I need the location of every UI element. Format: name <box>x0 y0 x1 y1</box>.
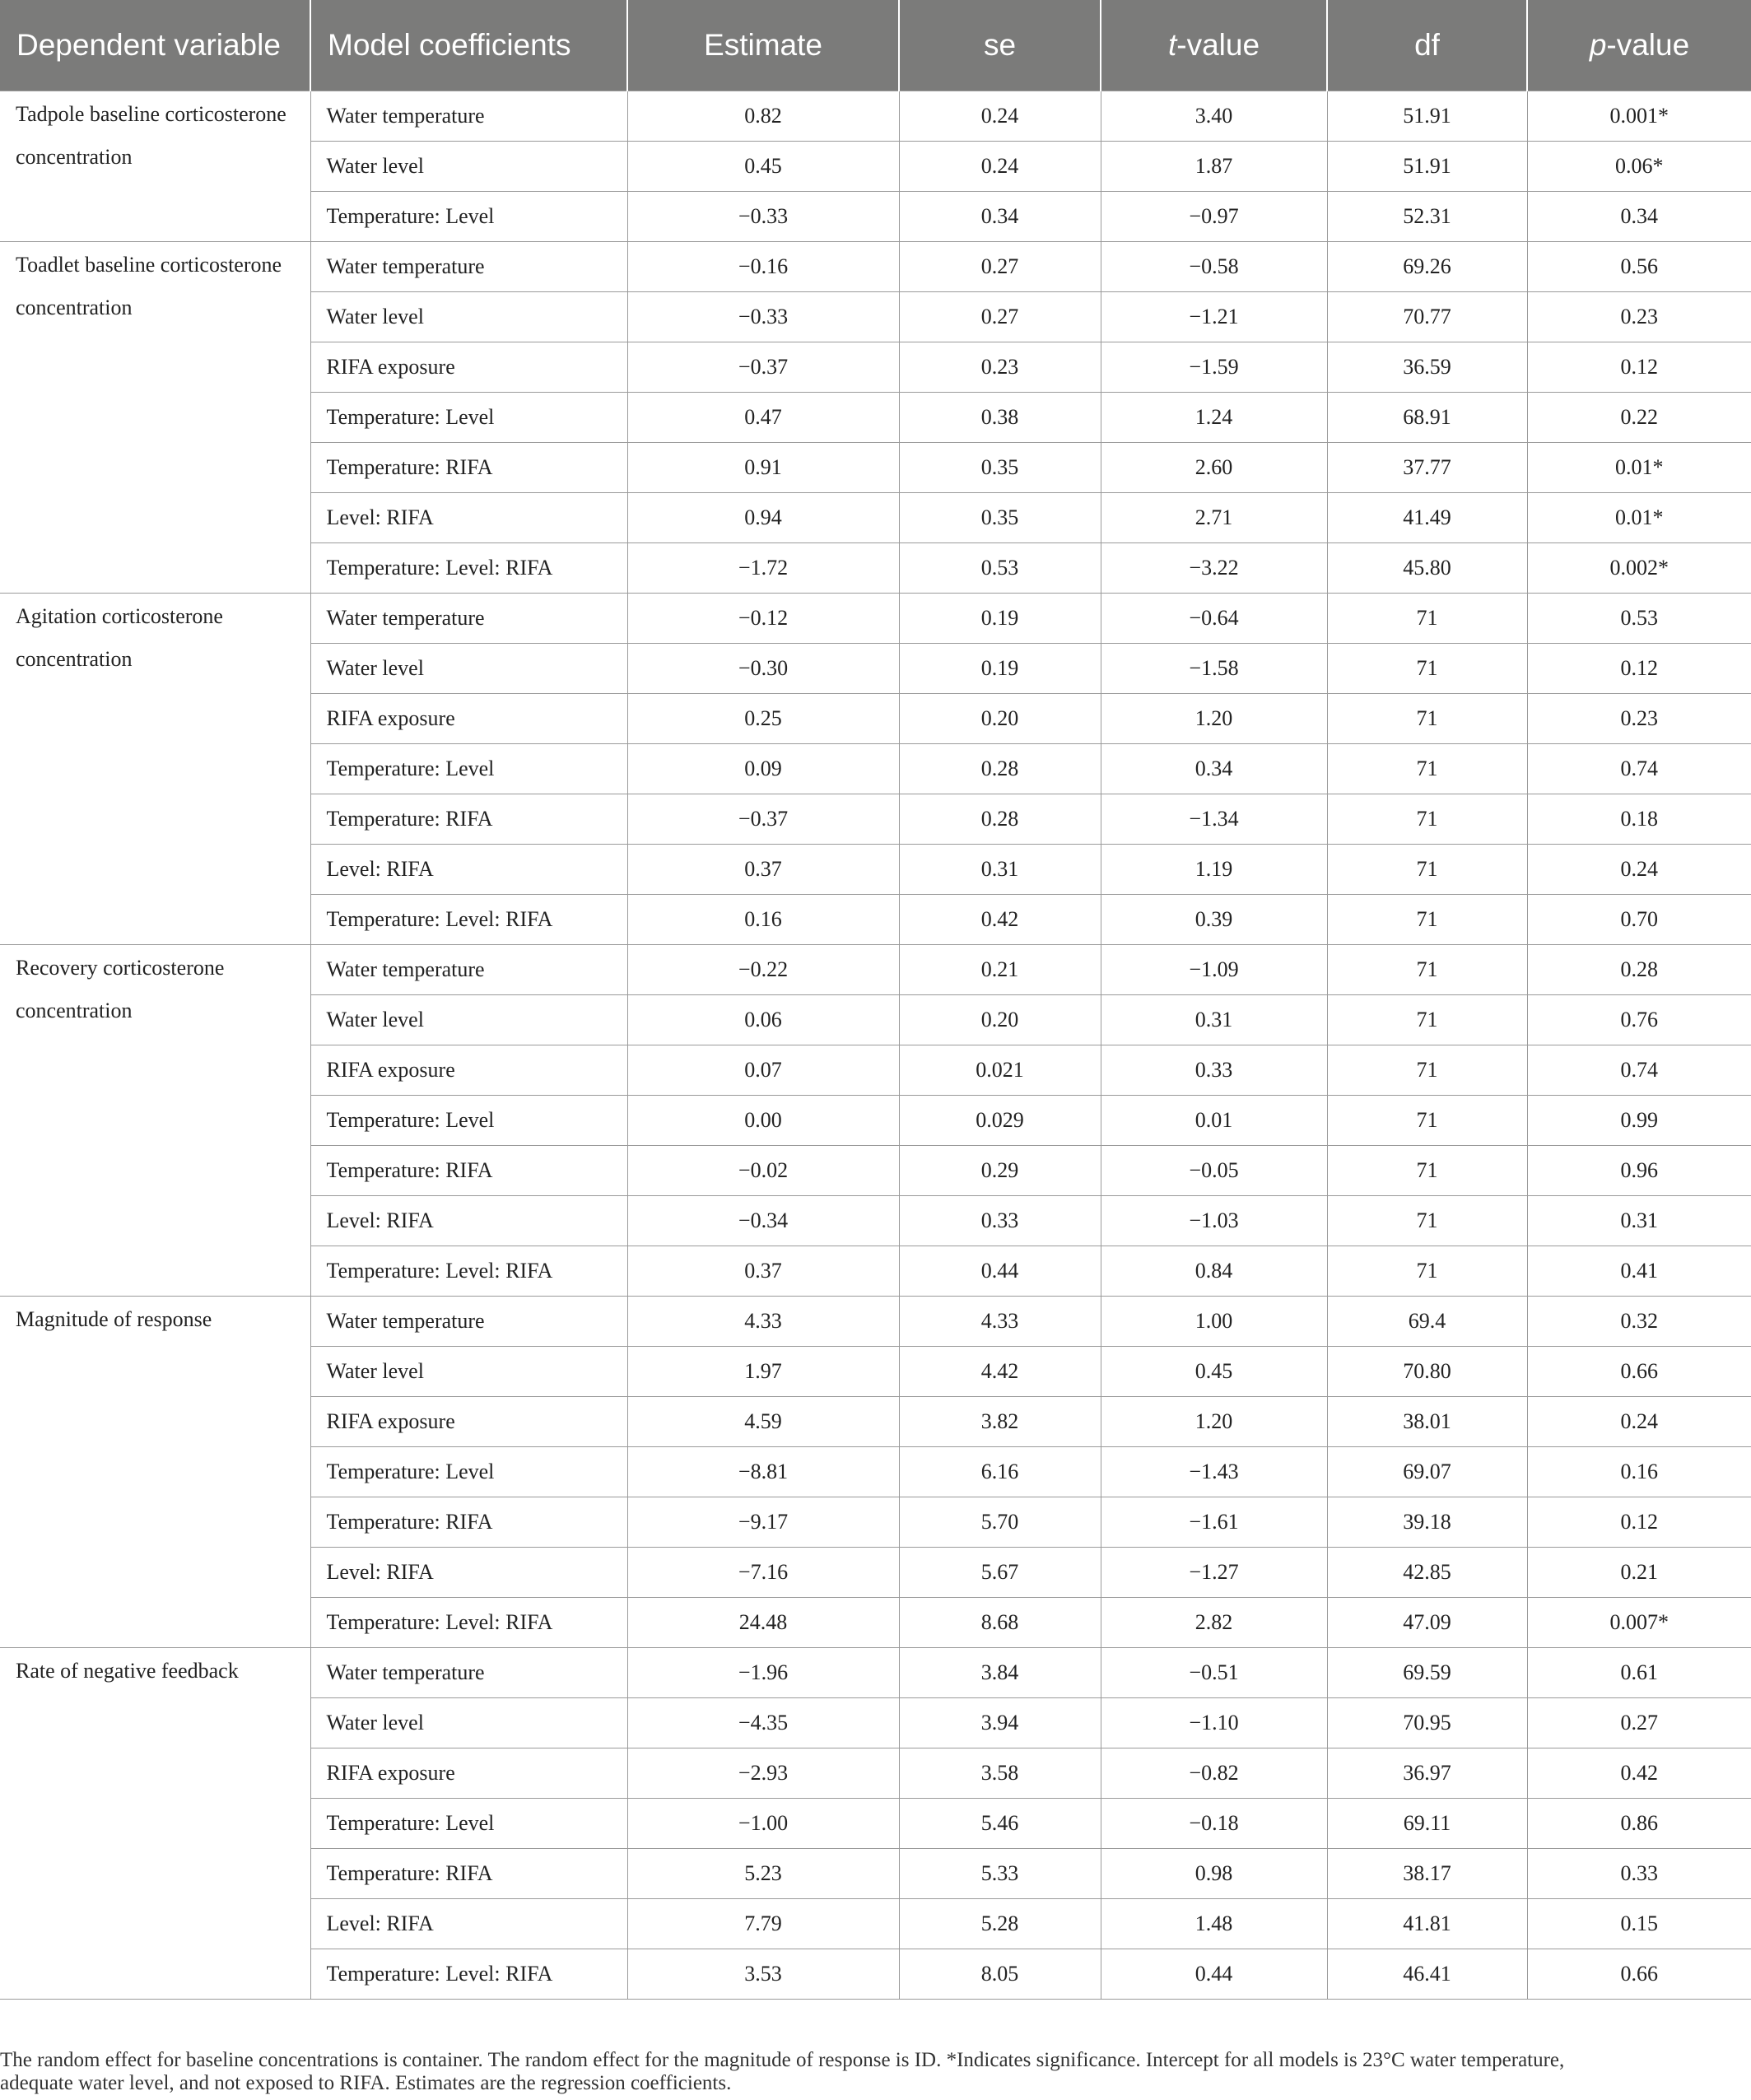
p-cell: 0.61 <box>1527 1648 1751 1698</box>
p-cell: 0.001* <box>1527 91 1751 142</box>
table-header <box>0 0 1751 91</box>
t-cell: 2.71 <box>1101 493 1327 543</box>
df-cell: 71 <box>1327 694 1527 744</box>
p-cell: 0.24 <box>1527 845 1751 895</box>
p-cell: 0.56 <box>1527 242 1751 292</box>
se-cell: 0.021 <box>899 1045 1101 1096</box>
estimate-cell: −0.37 <box>627 794 899 845</box>
estimate-cell: −1.00 <box>627 1799 899 1849</box>
se-cell: 5.46 <box>899 1799 1101 1849</box>
p-cell: 0.24 <box>1527 1397 1751 1447</box>
coefficient-cell: Temperature: Level <box>310 393 627 443</box>
t-cell: 0.01 <box>1101 1096 1327 1146</box>
t-cell: 0.84 <box>1101 1246 1327 1297</box>
dependent-variable-cell: Rate of negative feedback <box>0 1648 310 2000</box>
t-cell: −0.51 <box>1101 1648 1327 1698</box>
estimate-cell: 4.33 <box>627 1297 899 1347</box>
estimate-cell: −0.02 <box>627 1146 899 1196</box>
estimate-cell: −4.35 <box>627 1698 899 1748</box>
dependent-variable-cell: Tadpole baseline corticosterone concentration <box>0 91 310 242</box>
estimate-cell: −0.30 <box>627 644 899 694</box>
p-cell: 0.12 <box>1527 1497 1751 1548</box>
df-cell: 41.49 <box>1327 493 1527 543</box>
se-cell: 3.82 <box>899 1397 1101 1447</box>
p-cell: 0.01* <box>1527 493 1751 543</box>
t-cell: −0.05 <box>1101 1146 1327 1196</box>
df-cell: 69.4 <box>1327 1297 1527 1347</box>
estimate-cell: 0.37 <box>627 845 899 895</box>
se-cell: 3.94 <box>899 1698 1101 1748</box>
p-cell: 0.41 <box>1527 1246 1751 1297</box>
header-se: se <box>899 0 1101 91</box>
df-cell: 71 <box>1327 644 1527 694</box>
t-cell: −0.18 <box>1101 1799 1327 1849</box>
p-cell: 0.22 <box>1527 393 1751 443</box>
se-cell: 0.24 <box>899 91 1101 142</box>
se-cell: 3.58 <box>899 1748 1101 1799</box>
estimate-cell: 0.00 <box>627 1096 899 1146</box>
df-cell: 71 <box>1327 1045 1527 1096</box>
p-cell: 0.15 <box>1527 1899 1751 1949</box>
t-cell: 1.24 <box>1101 393 1327 443</box>
se-cell: 6.16 <box>899 1447 1101 1497</box>
p-cell: 0.53 <box>1527 594 1751 644</box>
df-cell: 71 <box>1327 1246 1527 1297</box>
coefficient-cell: Temperature: Level: RIFA <box>310 1598 627 1648</box>
coefficient-cell: RIFA exposure <box>310 694 627 744</box>
t-cell: −0.82 <box>1101 1748 1327 1799</box>
coefficient-cell: Water temperature <box>310 594 627 644</box>
t-cell: −1.03 <box>1101 1196 1327 1246</box>
t-cell: −0.58 <box>1101 242 1327 292</box>
coefficient-cell: Water level <box>310 1347 627 1397</box>
estimate-cell: 0.07 <box>627 1045 899 1096</box>
footnote-line-2: adequate water level, and not exposed to RIFA. Estimates are the regression coefficients. <box>0 2072 732 2094</box>
p-cell: 0.42 <box>1527 1748 1751 1799</box>
se-cell: 0.20 <box>899 694 1101 744</box>
coefficient-cell: Temperature: RIFA <box>310 443 627 493</box>
header-t-suffix: -value <box>1176 28 1260 62</box>
p-cell: 0.23 <box>1527 292 1751 342</box>
header-model-coefficients: Model coefficients <box>310 0 627 91</box>
df-cell: 37.77 <box>1327 443 1527 493</box>
p-cell: 0.16 <box>1527 1447 1751 1497</box>
t-cell: 2.60 <box>1101 443 1327 493</box>
df-cell: 41.81 <box>1327 1899 1527 1949</box>
df-cell: 36.97 <box>1327 1748 1527 1799</box>
estimate-cell: 0.16 <box>627 895 899 945</box>
coefficient-cell: Water temperature <box>310 945 627 995</box>
header-estimate: Estimate <box>627 0 899 91</box>
df-cell: 39.18 <box>1327 1497 1527 1548</box>
table-row <box>0 1648 1751 1698</box>
t-cell: 0.33 <box>1101 1045 1327 1096</box>
table-body <box>0 91 1751 2000</box>
df-cell: 71 <box>1327 945 1527 995</box>
t-cell: 3.40 <box>1101 91 1327 142</box>
t-cell: 1.87 <box>1101 142 1327 192</box>
coefficient-cell: Water temperature <box>310 91 627 142</box>
se-cell: 0.35 <box>899 443 1101 493</box>
se-cell: 5.33 <box>899 1849 1101 1899</box>
df-cell: 51.91 <box>1327 91 1527 142</box>
p-cell: 0.86 <box>1527 1799 1751 1849</box>
t-cell: −1.27 <box>1101 1548 1327 1598</box>
df-cell: 71 <box>1327 895 1527 945</box>
estimate-cell: −0.33 <box>627 292 899 342</box>
coefficient-cell: Water level <box>310 292 627 342</box>
coefficient-cell: Level: RIFA <box>310 1548 627 1598</box>
p-cell: 0.70 <box>1527 895 1751 945</box>
p-cell: 0.01* <box>1527 443 1751 493</box>
df-cell: 71 <box>1327 1146 1527 1196</box>
se-cell: 0.23 <box>899 342 1101 393</box>
header-row <box>0 0 1751 91</box>
estimate-cell: 0.47 <box>627 393 899 443</box>
df-cell: 71 <box>1327 794 1527 845</box>
df-cell: 71 <box>1327 1196 1527 1246</box>
coefficient-cell: RIFA exposure <box>310 1748 627 1799</box>
se-cell: 0.34 <box>899 192 1101 242</box>
se-cell: 0.44 <box>899 1246 1101 1297</box>
se-cell: 0.31 <box>899 845 1101 895</box>
coefficient-cell: Temperature: RIFA <box>310 794 627 845</box>
df-cell: 70.95 <box>1327 1698 1527 1748</box>
dependent-variable-cell: Agitation corticosterone concentration <box>0 594 310 945</box>
se-cell: 5.67 <box>899 1548 1101 1598</box>
header-dependent-variable: Dependent variable <box>0 0 310 91</box>
se-cell: 3.84 <box>899 1648 1101 1698</box>
se-cell: 0.42 <box>899 895 1101 945</box>
se-cell: 8.68 <box>899 1598 1101 1648</box>
se-cell: 0.53 <box>899 543 1101 594</box>
header-t-italic: t <box>1167 28 1177 62</box>
p-cell: 0.32 <box>1527 1297 1751 1347</box>
coefficient-cell: Temperature: Level: RIFA <box>310 895 627 945</box>
p-cell: 0.66 <box>1527 1949 1751 2000</box>
estimate-cell: 5.23 <box>627 1849 899 1899</box>
coefficient-cell: Temperature: Level <box>310 744 627 794</box>
t-cell: 1.48 <box>1101 1899 1327 1949</box>
estimate-cell: 0.94 <box>627 493 899 543</box>
p-cell: 0.12 <box>1527 342 1751 393</box>
estimate-cell: 0.91 <box>627 443 899 493</box>
t-cell: −1.09 <box>1101 945 1327 995</box>
table-footnote <box>0 2049 1751 2095</box>
se-cell: 8.05 <box>899 1949 1101 2000</box>
df-cell: 38.01 <box>1327 1397 1527 1447</box>
se-cell: 0.20 <box>899 995 1101 1045</box>
coefficient-cell: Level: RIFA <box>310 1196 627 1246</box>
p-cell: 0.76 <box>1527 995 1751 1045</box>
coefficient-cell: Temperature: Level <box>310 1447 627 1497</box>
coefficient-cell: Temperature: RIFA <box>310 1497 627 1548</box>
estimate-cell: −0.22 <box>627 945 899 995</box>
df-cell: 69.59 <box>1327 1648 1527 1698</box>
se-cell: 4.42 <box>899 1347 1101 1397</box>
t-cell: −3.22 <box>1101 543 1327 594</box>
p-cell: 0.23 <box>1527 694 1751 744</box>
estimate-cell: 0.82 <box>627 91 899 142</box>
coefficient-cell: Temperature: Level <box>310 192 627 242</box>
se-cell: 0.33 <box>899 1196 1101 1246</box>
estimate-cell: 0.25 <box>627 694 899 744</box>
p-cell: 0.34 <box>1527 192 1751 242</box>
t-cell: 1.20 <box>1101 1397 1327 1447</box>
estimate-cell: −1.96 <box>627 1648 899 1698</box>
p-cell: 0.31 <box>1527 1196 1751 1246</box>
estimate-cell: 7.79 <box>627 1899 899 1949</box>
p-cell: 0.21 <box>1527 1548 1751 1598</box>
p-cell: 0.96 <box>1527 1146 1751 1196</box>
t-cell: 0.44 <box>1101 1949 1327 2000</box>
df-cell: 70.80 <box>1327 1347 1527 1397</box>
coefficient-cell: Water temperature <box>310 1648 627 1698</box>
coefficient-cell: Temperature: Level: RIFA <box>310 1949 627 2000</box>
df-cell: 69.26 <box>1327 242 1527 292</box>
coefficient-cell: Temperature: RIFA <box>310 1146 627 1196</box>
df-cell: 71 <box>1327 594 1527 644</box>
t-cell: 0.34 <box>1101 744 1327 794</box>
coefficient-cell: Temperature: Level: RIFA <box>310 1246 627 1297</box>
estimate-cell: −2.93 <box>627 1748 899 1799</box>
estimate-cell: −0.37 <box>627 342 899 393</box>
se-cell: 0.29 <box>899 1146 1101 1196</box>
coefficient-cell: Level: RIFA <box>310 845 627 895</box>
t-cell: 1.19 <box>1101 845 1327 895</box>
header-df: df <box>1327 0 1527 91</box>
p-cell: 0.74 <box>1527 744 1751 794</box>
p-cell: 0.74 <box>1527 1045 1751 1096</box>
dependent-variable-cell: Magnitude of response <box>0 1297 310 1648</box>
df-cell: 68.91 <box>1327 393 1527 443</box>
estimate-cell: 0.37 <box>627 1246 899 1297</box>
coefficient-cell: Temperature: Level: RIFA <box>310 543 627 594</box>
estimate-cell: −8.81 <box>627 1447 899 1497</box>
estimate-cell: 1.97 <box>627 1347 899 1397</box>
dependent-variable-cell: Toadlet baseline corticosterone concentration <box>0 242 310 594</box>
se-cell: 0.21 <box>899 945 1101 995</box>
header-p-italic: p <box>1589 28 1607 62</box>
coefficient-cell: Water level <box>310 1698 627 1748</box>
p-cell: 0.27 <box>1527 1698 1751 1748</box>
t-cell: −1.34 <box>1101 794 1327 845</box>
table-row <box>0 91 1751 142</box>
df-cell: 51.91 <box>1327 142 1527 192</box>
se-cell: 0.27 <box>899 292 1101 342</box>
coefficient-cell: Water level <box>310 644 627 694</box>
df-cell: 71 <box>1327 845 1527 895</box>
coefficient-cell: Water temperature <box>310 242 627 292</box>
header-p-value <box>1527 0 1751 91</box>
se-cell: 4.33 <box>899 1297 1101 1347</box>
estimate-cell: −1.72 <box>627 543 899 594</box>
t-cell: −1.61 <box>1101 1497 1327 1548</box>
t-cell: −0.97 <box>1101 192 1327 242</box>
df-cell: 42.85 <box>1327 1548 1527 1598</box>
t-cell: 0.98 <box>1101 1849 1327 1899</box>
coefficient-cell: Water temperature <box>310 1297 627 1347</box>
estimate-cell: −0.12 <box>627 594 899 644</box>
df-cell: 70.77 <box>1327 292 1527 342</box>
p-cell: 0.18 <box>1527 794 1751 845</box>
coefficient-cell: Water level <box>310 142 627 192</box>
t-cell: −1.10 <box>1101 1698 1327 1748</box>
coefficient-cell: Level: RIFA <box>310 1899 627 1949</box>
coefficient-cell: RIFA exposure <box>310 342 627 393</box>
t-cell: −0.64 <box>1101 594 1327 644</box>
estimate-cell: −0.34 <box>627 1196 899 1246</box>
df-cell: 36.59 <box>1327 342 1527 393</box>
p-cell: 0.12 <box>1527 644 1751 694</box>
df-cell: 69.11 <box>1327 1799 1527 1849</box>
df-cell: 71 <box>1327 1096 1527 1146</box>
table-row <box>0 945 1751 995</box>
se-cell: 0.27 <box>899 242 1101 292</box>
se-cell: 0.19 <box>899 644 1101 694</box>
se-cell: 0.35 <box>899 493 1101 543</box>
df-cell: 71 <box>1327 995 1527 1045</box>
estimate-cell: −0.16 <box>627 242 899 292</box>
se-cell: 5.70 <box>899 1497 1101 1548</box>
df-cell: 38.17 <box>1327 1849 1527 1899</box>
p-cell: 0.99 <box>1527 1096 1751 1146</box>
t-cell: 1.00 <box>1101 1297 1327 1347</box>
se-cell: 0.28 <box>899 744 1101 794</box>
t-cell: 1.20 <box>1101 694 1327 744</box>
coefficient-cell: Level: RIFA <box>310 493 627 543</box>
estimate-cell: 4.59 <box>627 1397 899 1447</box>
coefficient-cell: Water level <box>310 995 627 1045</box>
header-p-suffix: -value <box>1606 28 1690 62</box>
table-row <box>0 594 1751 644</box>
p-cell: 0.06* <box>1527 142 1751 192</box>
t-cell: 0.45 <box>1101 1347 1327 1397</box>
p-cell: 0.33 <box>1527 1849 1751 1899</box>
footnote-line-1: The random effect for baseline concentrations is container. The random effect for the magnitude of response is ID. *Indicates significance. Intercept for all models is 23°C water temperature, <box>0 2049 1565 2071</box>
p-cell: 0.66 <box>1527 1347 1751 1397</box>
estimate-cell: 0.09 <box>627 744 899 794</box>
coefficient-cell: RIFA exposure <box>310 1397 627 1447</box>
se-cell: 0.24 <box>899 142 1101 192</box>
p-cell: 0.002* <box>1527 543 1751 594</box>
coefficient-cell: Temperature: RIFA <box>310 1849 627 1899</box>
coefficient-cell: RIFA exposure <box>310 1045 627 1096</box>
table-row <box>0 242 1751 292</box>
df-cell: 47.09 <box>1327 1598 1527 1648</box>
df-cell: 52.31 <box>1327 192 1527 242</box>
estimate-cell: −9.17 <box>627 1497 899 1548</box>
estimate-cell: 24.48 <box>627 1598 899 1648</box>
t-cell: 0.39 <box>1101 895 1327 945</box>
se-cell: 0.38 <box>899 393 1101 443</box>
t-cell: −1.21 <box>1101 292 1327 342</box>
header-t-value <box>1101 0 1327 91</box>
se-cell: 5.28 <box>899 1899 1101 1949</box>
coefficient-cell: Temperature: Level <box>310 1096 627 1146</box>
t-cell: −1.59 <box>1101 342 1327 393</box>
estimate-cell: 3.53 <box>627 1949 899 2000</box>
coefficient-cell: Temperature: Level <box>310 1799 627 1849</box>
df-cell: 69.07 <box>1327 1447 1527 1497</box>
t-cell: −1.58 <box>1101 644 1327 694</box>
estimate-cell: 0.06 <box>627 995 899 1045</box>
se-cell: 0.19 <box>899 594 1101 644</box>
estimate-cell: 0.45 <box>627 142 899 192</box>
estimate-cell: −0.33 <box>627 192 899 242</box>
t-cell: 2.82 <box>1101 1598 1327 1648</box>
dependent-variable-cell: Recovery corticosterone concentration <box>0 945 310 1297</box>
estimate-cell: −7.16 <box>627 1548 899 1598</box>
t-cell: −1.43 <box>1101 1447 1327 1497</box>
t-cell: 0.31 <box>1101 995 1327 1045</box>
table-row <box>0 1297 1751 1347</box>
df-cell: 46.41 <box>1327 1949 1527 2000</box>
se-cell: 0.029 <box>899 1096 1101 1146</box>
df-cell: 71 <box>1327 744 1527 794</box>
se-cell: 0.28 <box>899 794 1101 845</box>
p-cell: 0.007* <box>1527 1598 1751 1648</box>
df-cell: 45.80 <box>1327 543 1527 594</box>
p-cell: 0.28 <box>1527 945 1751 995</box>
